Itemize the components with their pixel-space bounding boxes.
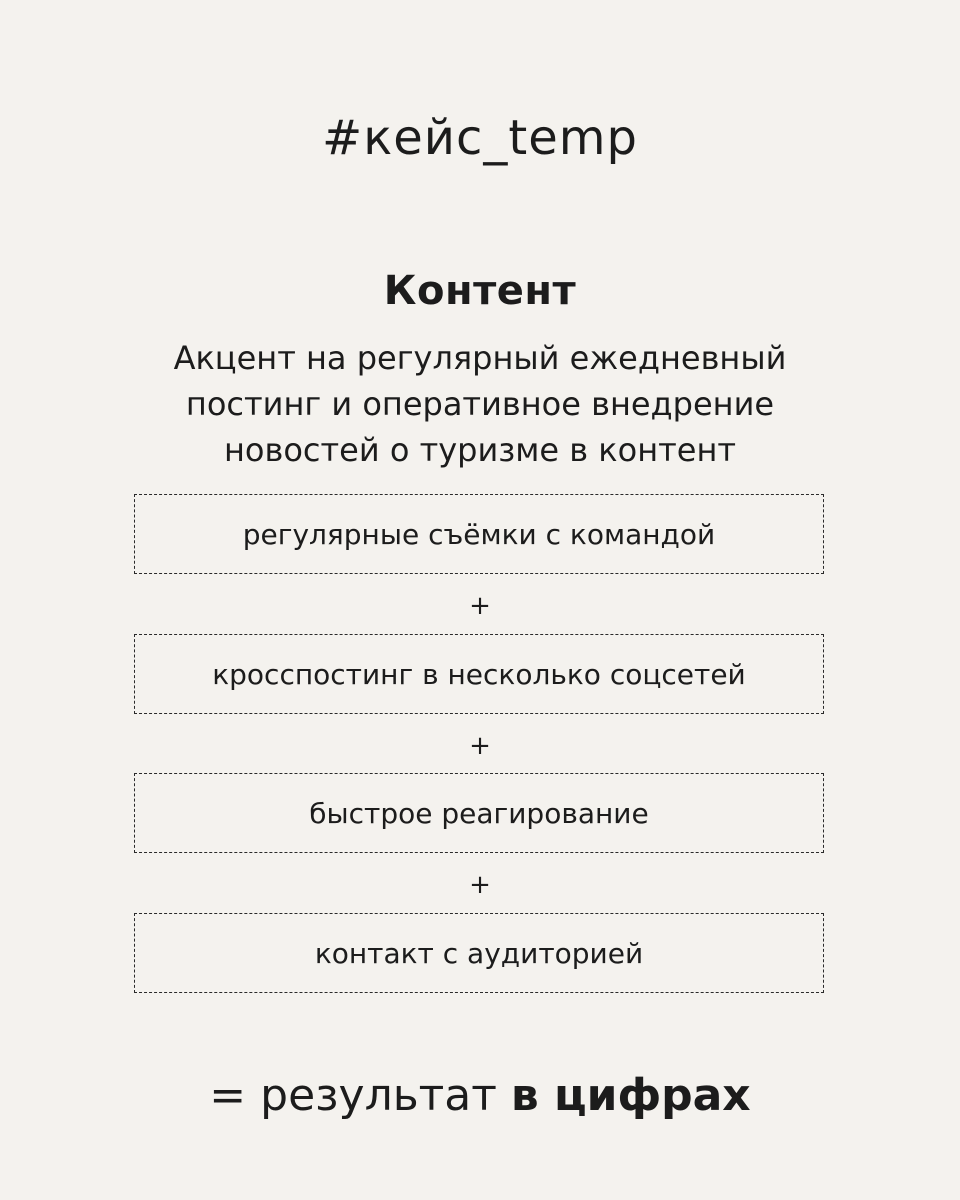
description-line: новостей о туризме в контент bbox=[223, 431, 737, 469]
result-line bbox=[0, 1066, 960, 1126]
description-line: постинг и оперативное внедрение bbox=[185, 385, 775, 423]
item-box-regular-shoots: регулярные съёмки с командой bbox=[134, 494, 824, 574]
result-prefix: = результат bbox=[209, 1070, 497, 1121]
plus-sign: + bbox=[469, 870, 491, 900]
item-box-fast-response: быстрое реагирование bbox=[134, 773, 824, 853]
result-emphasis: в цифрах bbox=[510, 1070, 751, 1121]
description-line: Акцент на регулярный ежедневный bbox=[173, 339, 787, 377]
section-title: Контент bbox=[383, 268, 577, 314]
section-description bbox=[0, 335, 960, 473]
item-box-audience-contact: контакт с аудиторией bbox=[134, 913, 824, 993]
item-box-crossposting: кросспостинг в несколько соцсетей bbox=[134, 634, 824, 714]
plus-sign: + bbox=[469, 591, 491, 621]
hashtag: #кейс_temp bbox=[322, 110, 638, 166]
plus-sign: + bbox=[469, 731, 491, 761]
